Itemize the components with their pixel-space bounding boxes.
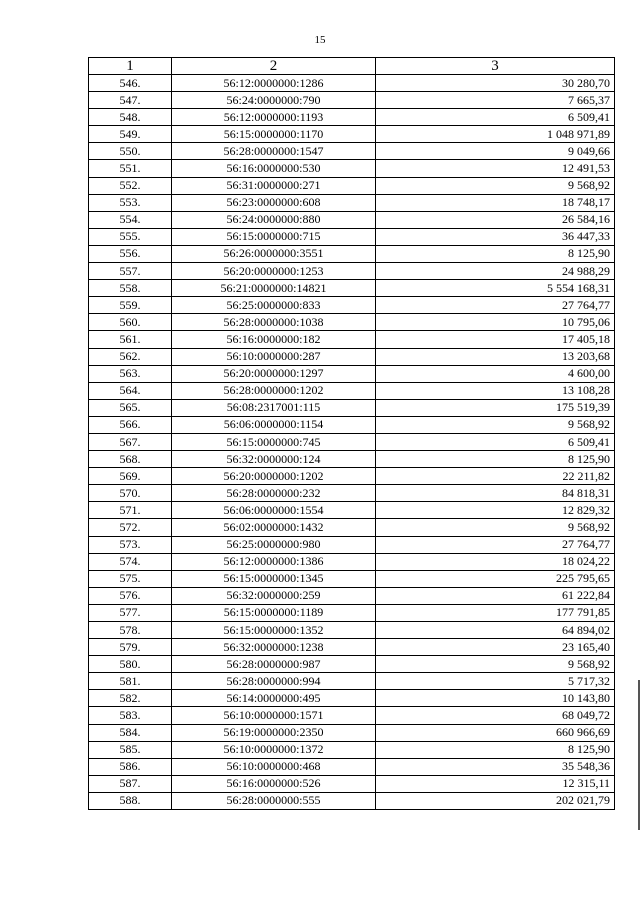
- cadastral-number-cell: 56:02:0000000:1432: [172, 519, 376, 536]
- row-number-cell: 560.: [89, 314, 172, 331]
- cadastral-number-cell: 56:16:0000000:182: [172, 331, 376, 348]
- row-number-cell: 565.: [89, 399, 172, 416]
- value-cell: 7 665,37: [376, 92, 615, 109]
- data-table: [88, 57, 615, 810]
- table-row: [89, 468, 615, 485]
- row-number-cell: 564.: [89, 382, 172, 399]
- row-number-cell: 586.: [89, 758, 172, 775]
- cadastral-number-cell: 56:25:0000000:980: [172, 536, 376, 553]
- value-cell: 9 568,92: [376, 177, 615, 194]
- value-cell: 12 829,32: [376, 502, 615, 519]
- value-cell: 26 584,16: [376, 211, 615, 228]
- cadastral-number-cell: 56:28:0000000:987: [172, 656, 376, 673]
- row-number-cell: 546.: [89, 75, 172, 92]
- cadastral-number-cell: 56:24:0000000:790: [172, 92, 376, 109]
- table-row: [89, 177, 615, 194]
- row-number-cell: 570.: [89, 485, 172, 502]
- cadastral-number-cell: 56:08:2317001:115: [172, 399, 376, 416]
- cadastral-number-cell: 56:16:0000000:526: [172, 775, 376, 792]
- value-cell: 6 509,41: [376, 109, 615, 126]
- value-cell: 36 447,33: [376, 228, 615, 245]
- row-number-cell: 566.: [89, 416, 172, 433]
- row-number-cell: 554.: [89, 211, 172, 228]
- value-cell: 6 509,41: [376, 433, 615, 450]
- value-cell: 9 568,92: [376, 519, 615, 536]
- page-number: 15: [314, 34, 326, 46]
- row-number-cell: 584.: [89, 724, 172, 741]
- cadastral-number-cell: 56:24:0000000:880: [172, 211, 376, 228]
- table-row: [89, 143, 615, 160]
- row-number-cell: 549.: [89, 126, 172, 143]
- table-row: [89, 622, 615, 639]
- table-row: [89, 775, 615, 792]
- table-row: [89, 639, 615, 656]
- value-cell: 12 315,11: [376, 775, 615, 792]
- value-cell: 27 764,77: [376, 536, 615, 553]
- table-row: [89, 502, 615, 519]
- table-row: [89, 331, 615, 348]
- cadastral-number-cell: 56:32:0000000:1238: [172, 639, 376, 656]
- row-number-cell: 577.: [89, 604, 172, 621]
- cadastral-number-cell: 56:28:0000000:1038: [172, 314, 376, 331]
- cadastral-number-cell: 56:14:0000000:495: [172, 690, 376, 707]
- cadastral-number-cell: 56:12:0000000:1286: [172, 75, 376, 92]
- cadastral-number-cell: 56:15:0000000:1170: [172, 126, 376, 143]
- table-row: [89, 553, 615, 570]
- row-number-cell: 573.: [89, 536, 172, 553]
- table-row: [89, 587, 615, 604]
- table-row: [89, 228, 615, 245]
- table-row: [89, 126, 615, 143]
- row-number-cell: 579.: [89, 639, 172, 656]
- row-number-cell: 557.: [89, 263, 172, 280]
- value-cell: 660 966,69: [376, 724, 615, 741]
- row-number-cell: 550.: [89, 143, 172, 160]
- value-cell: 18 748,17: [376, 194, 615, 211]
- row-number-cell: 571.: [89, 502, 172, 519]
- cadastral-number-cell: 56:28:0000000:555: [172, 792, 376, 809]
- table-row: [89, 297, 615, 314]
- value-cell: 175 519,39: [376, 399, 615, 416]
- row-number-cell: 580.: [89, 656, 172, 673]
- table-row: [89, 792, 615, 809]
- value-cell: 17 405,18: [376, 331, 615, 348]
- table-row: [89, 519, 615, 536]
- row-number-cell: 568.: [89, 451, 172, 468]
- cadastral-number-cell: 56:10:0000000:1571: [172, 707, 376, 724]
- column-header-3: 3: [376, 58, 615, 75]
- table-row: [89, 741, 615, 758]
- table-row: [89, 433, 615, 450]
- table-row: [89, 399, 615, 416]
- table-row: [89, 160, 615, 177]
- value-cell: 225 795,65: [376, 570, 615, 587]
- row-number-cell: 569.: [89, 468, 172, 485]
- cadastral-number-cell: 56:32:0000000:259: [172, 587, 376, 604]
- row-number-cell: 552.: [89, 177, 172, 194]
- value-cell: 5 717,32: [376, 673, 615, 690]
- table-body: [89, 75, 615, 810]
- table-row: [89, 314, 615, 331]
- table-row: [89, 673, 615, 690]
- row-number-cell: 588.: [89, 792, 172, 809]
- value-cell: 84 818,31: [376, 485, 615, 502]
- value-cell: 8 125,90: [376, 245, 615, 262]
- row-number-cell: 567.: [89, 433, 172, 450]
- table-row: [89, 485, 615, 502]
- table-row: [89, 416, 615, 433]
- table-row: [89, 280, 615, 297]
- row-number-cell: 585.: [89, 741, 172, 758]
- value-cell: 27 764,77: [376, 297, 615, 314]
- cadastral-number-cell: 56:15:0000000:1345: [172, 570, 376, 587]
- row-number-cell: 578.: [89, 622, 172, 639]
- row-number-cell: 555.: [89, 228, 172, 245]
- value-cell: 13 203,68: [376, 348, 615, 365]
- value-cell: 9 049,66: [376, 143, 615, 160]
- cadastral-number-cell: 56:28:0000000:1202: [172, 382, 376, 399]
- value-cell: 202 021,79: [376, 792, 615, 809]
- cadastral-number-cell: 56:23:0000000:608: [172, 194, 376, 211]
- value-cell: 8 125,90: [376, 451, 615, 468]
- cadastral-number-cell: 56:15:0000000:1189: [172, 604, 376, 621]
- cadastral-number-cell: 56:21:0000000:14821: [172, 280, 376, 297]
- cadastral-number-cell: 56:20:0000000:1253: [172, 263, 376, 280]
- table-row: [89, 348, 615, 365]
- column-header-1: 1: [89, 58, 172, 75]
- row-number-cell: 563.: [89, 365, 172, 382]
- value-cell: 30 280,70: [376, 75, 615, 92]
- table-row: [89, 75, 615, 92]
- row-number-cell: 562.: [89, 348, 172, 365]
- value-cell: 68 049,72: [376, 707, 615, 724]
- table-row: [89, 724, 615, 741]
- table-header-row: [89, 58, 615, 75]
- value-cell: 9 568,92: [376, 656, 615, 673]
- row-number-cell: 551.: [89, 160, 172, 177]
- value-cell: 8 125,90: [376, 741, 615, 758]
- row-number-cell: 582.: [89, 690, 172, 707]
- value-cell: 22 211,82: [376, 468, 615, 485]
- table-row: [89, 656, 615, 673]
- cadastral-number-cell: 56:26:0000000:3551: [172, 245, 376, 262]
- cadastral-number-cell: 56:12:0000000:1193: [172, 109, 376, 126]
- cadastral-number-cell: 56:28:0000000:994: [172, 673, 376, 690]
- cadastral-number-cell: 56:15:0000000:715: [172, 228, 376, 245]
- cadastral-number-cell: 56:10:0000000:468: [172, 758, 376, 775]
- value-cell: 64 894,02: [376, 622, 615, 639]
- cadastral-number-cell: 56:15:0000000:745: [172, 433, 376, 450]
- cadastral-number-cell: 56:28:0000000:232: [172, 485, 376, 502]
- row-number-cell: 558.: [89, 280, 172, 297]
- cadastral-number-cell: 56:10:0000000:1372: [172, 741, 376, 758]
- row-number-cell: 576.: [89, 587, 172, 604]
- value-cell: 13 108,28: [376, 382, 615, 399]
- table-row: [89, 211, 615, 228]
- value-cell: 10 795,06: [376, 314, 615, 331]
- row-number-cell: 581.: [89, 673, 172, 690]
- table-row: [89, 707, 615, 724]
- row-number-cell: 547.: [89, 92, 172, 109]
- table-row: [89, 570, 615, 587]
- cadastral-number-cell: 56:12:0000000:1386: [172, 553, 376, 570]
- table-row: [89, 382, 615, 399]
- value-cell: 5 554 168,31: [376, 280, 615, 297]
- cadastral-number-cell: 56:19:0000000:2350: [172, 724, 376, 741]
- cadastral-number-cell: 56:20:0000000:1297: [172, 365, 376, 382]
- cadastral-number-cell: 56:16:0000000:530: [172, 160, 376, 177]
- row-number-cell: 583.: [89, 707, 172, 724]
- cadastral-number-cell: 56:10:0000000:287: [172, 348, 376, 365]
- table-row: [89, 263, 615, 280]
- row-number-cell: 561.: [89, 331, 172, 348]
- value-cell: 9 568,92: [376, 416, 615, 433]
- table-row: [89, 451, 615, 468]
- row-number-cell: 575.: [89, 570, 172, 587]
- table-row: [89, 365, 615, 382]
- table-row: [89, 604, 615, 621]
- table-row: [89, 194, 615, 211]
- row-number-cell: 574.: [89, 553, 172, 570]
- value-cell: 177 791,85: [376, 604, 615, 621]
- value-cell: 61 222,84: [376, 587, 615, 604]
- row-number-cell: 548.: [89, 109, 172, 126]
- table-row: [89, 109, 615, 126]
- cadastral-number-cell: 56:32:0000000:124: [172, 451, 376, 468]
- table-row: [89, 536, 615, 553]
- row-number-cell: 587.: [89, 775, 172, 792]
- table-row: [89, 690, 615, 707]
- cadastral-number-cell: 56:25:0000000:833: [172, 297, 376, 314]
- cadastral-number-cell: 56:06:0000000:1554: [172, 502, 376, 519]
- cadastral-number-cell: 56:20:0000000:1202: [172, 468, 376, 485]
- column-header-2: 2: [172, 58, 376, 75]
- table-row: [89, 245, 615, 262]
- value-cell: 1 048 971,89: [376, 126, 615, 143]
- cadastral-number-cell: 56:31:0000000:271: [172, 177, 376, 194]
- value-cell: 18 024,22: [376, 553, 615, 570]
- value-cell: 4 600,00: [376, 365, 615, 382]
- table-row: [89, 758, 615, 775]
- cadastral-number-cell: 56:15:0000000:1352: [172, 622, 376, 639]
- table-row: [89, 92, 615, 109]
- row-number-cell: 556.: [89, 245, 172, 262]
- value-cell: 10 143,80: [376, 690, 615, 707]
- value-cell: 24 988,29: [376, 263, 615, 280]
- row-number-cell: 559.: [89, 297, 172, 314]
- cadastral-number-cell: 56:06:0000000:1154: [172, 416, 376, 433]
- value-cell: 35 548,36: [376, 758, 615, 775]
- value-cell: 12 491,53: [376, 160, 615, 177]
- row-number-cell: 572.: [89, 519, 172, 536]
- value-cell: 23 165,40: [376, 639, 615, 656]
- cadastral-number-cell: 56:28:0000000:1547: [172, 143, 376, 160]
- row-number-cell: 553.: [89, 194, 172, 211]
